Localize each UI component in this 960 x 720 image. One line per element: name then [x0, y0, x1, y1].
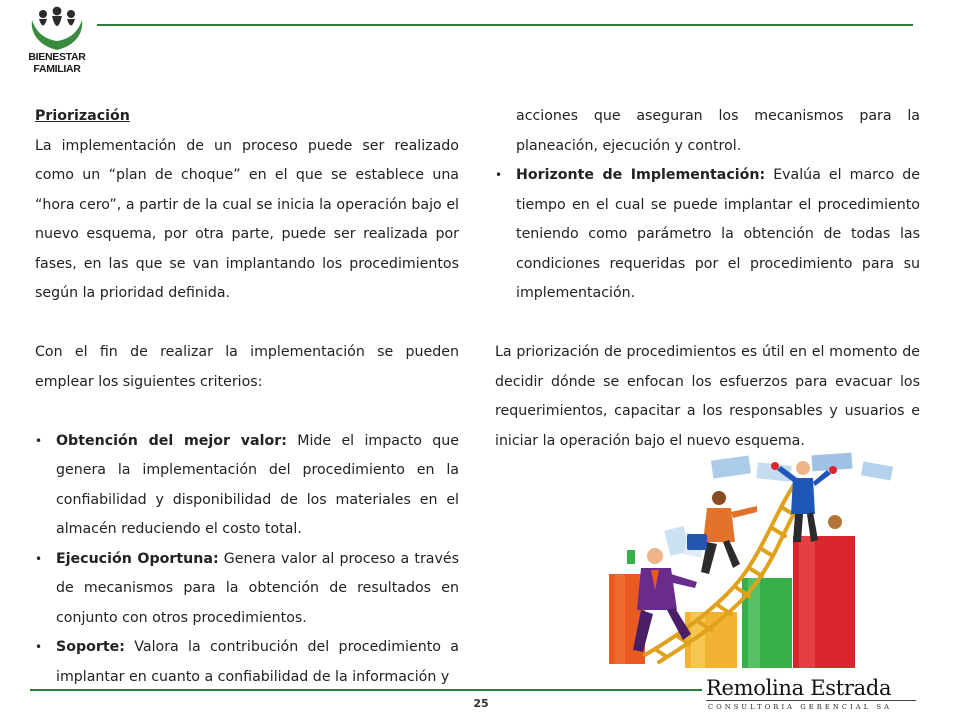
criterion-text: Valora la contribución del procedimiento a implantar en cuanto a confiabilidad de la información y	[56, 639, 459, 685]
growth-stairs-illustration	[597, 450, 927, 680]
intro-paragraph: La implementación de un proceso puede ser realizado como un “plan de choque” en el que se establece una “hora cero”, a partir de la cual se inicia la operación bajo el nuevo esquema, por otra parte, puede ser realizada por fases, en las que se van implantando los procedimientos según la prioridad definida.	[35, 137, 459, 301]
logo-text: FAMILIAR	[33, 63, 81, 75]
left-column	[35, 102, 459, 692]
criterion-term: Ejecución Oportuna:	[56, 550, 219, 567]
right-column	[495, 102, 920, 456]
footer-rule	[30, 689, 702, 691]
person-top-icon	[771, 461, 842, 542]
criterion-term: Horizonte de Implementación:	[516, 167, 766, 183]
criteria-intro: Con el fin de realizar la implementación se pueden emplear los siguientes criterios:	[35, 344, 459, 390]
section-heading: Priorización	[35, 108, 130, 124]
criterion-text: Genera valor al proceso a través de mecanismos para la obtención de resultados en conjunto con otros procedimientos.	[56, 550, 460, 626]
criteria-list	[35, 427, 459, 693]
criterion-text: acciones que aseguran los mecanismos para la planeación, ejecución y control.	[516, 108, 920, 154]
criterion-term: Obtención del mejor valor:	[56, 432, 287, 449]
brand-underline	[706, 700, 916, 701]
header-rule	[97, 24, 913, 26]
family-hands-icon	[26, 6, 88, 52]
remolina-estrada-logo	[706, 676, 921, 716]
criterion-text: Evalúa el marco de tiempo en el cual se puede implantar el procedimiento teniendo como parámetro la obtención de todas las condiciones requeridas por el procedimiento para su implementación.	[516, 167, 920, 301]
person-woman-icon	[687, 491, 757, 574]
list-item	[35, 427, 459, 545]
criterion-term: Soporte:	[56, 639, 125, 655]
briefcase-icon	[687, 534, 707, 550]
closing-paragraph: La priorización de procedimientos es útil en el momento de decidir dónde se enfocan los esfuerzos para evacuar los requerimientos, capacitar a los responsables y usuarios e iniciar la operación bajo el nuevo esquema.	[495, 344, 920, 449]
list-item	[35, 545, 459, 634]
list-item	[495, 161, 920, 309]
bienestar-familiar-logo	[26, 6, 88, 78]
page-number: 25	[473, 697, 489, 710]
brand-subtitle: CONSULTORIA GERENCIAL SA	[708, 703, 893, 711]
logo-text: BIENESTAR	[28, 51, 86, 63]
list-item-continuation	[495, 102, 920, 161]
criterion-text: Mide el impacto que genera la implementación del procedimiento en la confiabilidad y disponibilidad de los materiales en el almacén reduciendo el costo total.	[56, 432, 460, 537]
criteria-list-continued	[495, 102, 920, 309]
brand-name: Remolina Estrada	[706, 676, 892, 700]
list-item	[35, 633, 459, 692]
